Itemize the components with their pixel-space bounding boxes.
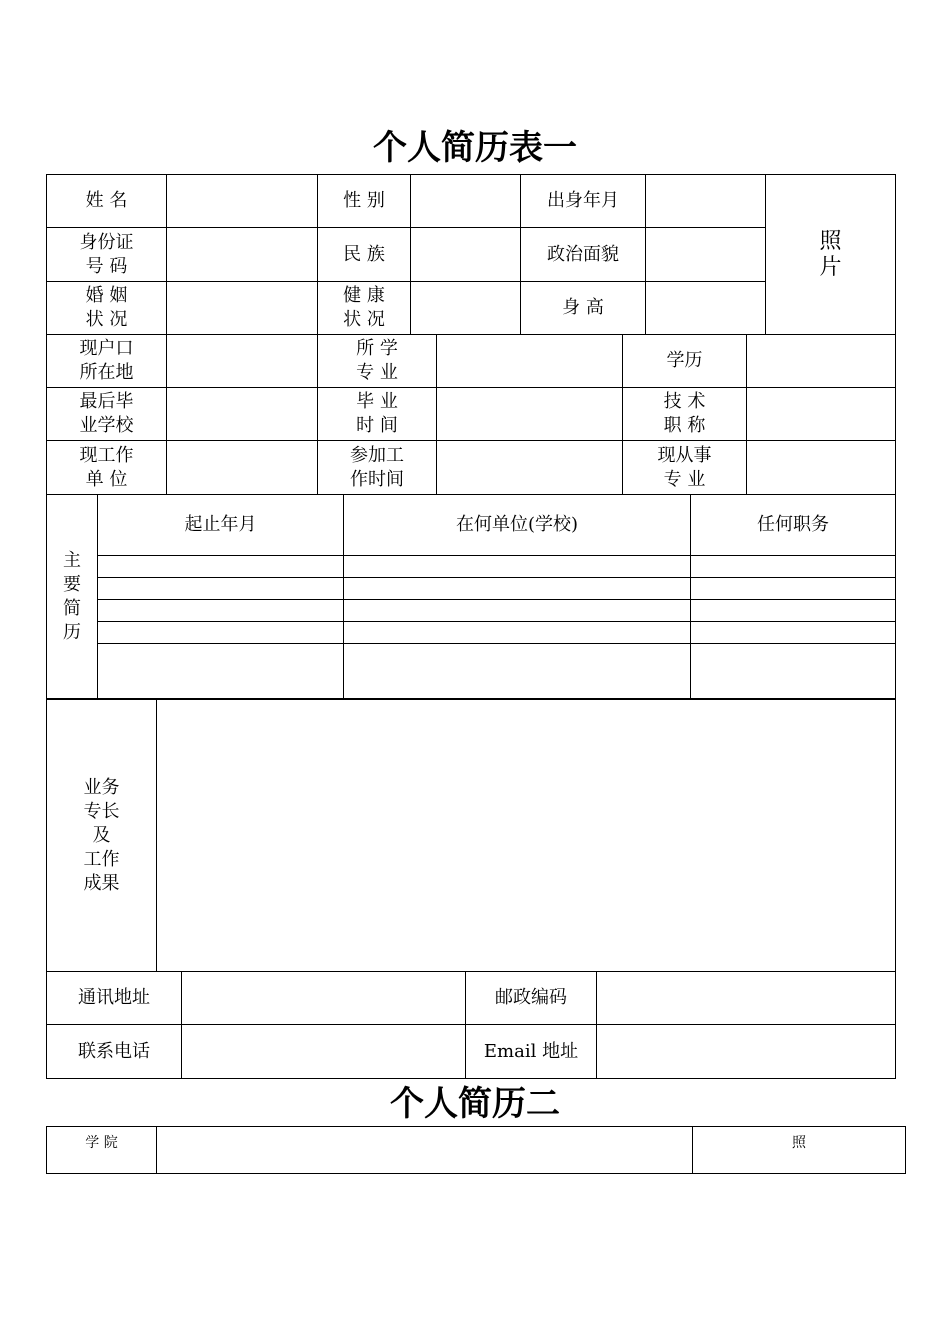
grad-time-label: 毕 业 时 间: [318, 388, 437, 441]
id-label: 身份证 号 码: [47, 228, 167, 282]
phone-field[interactable]: [182, 1025, 466, 1079]
tech-title-label: 技 术 职 称: [623, 388, 747, 441]
current-major-field[interactable]: [747, 441, 896, 495]
resume-header-unit: 在何单位(学校): [344, 495, 691, 556]
resume-table: [46, 494, 896, 699]
resume-cell[interactable]: [98, 644, 344, 699]
resume-cell[interactable]: [98, 600, 344, 622]
education-label: 学历: [623, 335, 747, 388]
resume-header-period: 起止年月: [98, 495, 344, 556]
address-label: 通讯地址: [47, 972, 182, 1025]
grad-time-field[interactable]: [437, 388, 623, 441]
marital-label: 婚 姻 状 况: [47, 282, 167, 335]
form2-title: 个人简历二: [390, 1084, 560, 1124]
hukou-field[interactable]: [167, 335, 318, 388]
work-unit-label: 现工作 单 位: [47, 441, 167, 495]
photo-box[interactable]: 照 片: [766, 175, 896, 335]
work-start-field[interactable]: [437, 441, 623, 495]
resume-cell[interactable]: [344, 578, 691, 600]
work-start-label: 参加工 作时间: [318, 441, 437, 495]
resume-cell[interactable]: [98, 556, 344, 578]
school-field[interactable]: [167, 388, 318, 441]
gender-field[interactable]: [411, 175, 521, 228]
major-field[interactable]: [437, 335, 623, 388]
tech-title-field[interactable]: [747, 388, 896, 441]
contact-table: [46, 971, 896, 1079]
basic-info-table: [46, 174, 896, 335]
major-label: 所 学 专 业: [318, 335, 437, 388]
ethnicity-field[interactable]: [411, 228, 521, 282]
name-label: 姓 名: [47, 175, 167, 228]
health-field[interactable]: [411, 282, 521, 335]
gender-label: 性 别: [318, 175, 411, 228]
height-field[interactable]: [646, 282, 766, 335]
college-label: 学 院: [47, 1127, 157, 1174]
resume-cell[interactable]: [691, 622, 896, 644]
health-label: 健 康 状 况: [318, 282, 411, 335]
college-field[interactable]: [157, 1127, 693, 1174]
resume-cell[interactable]: [98, 622, 344, 644]
resume-cell[interactable]: [691, 556, 896, 578]
expertise-table: [46, 699, 896, 972]
email-field[interactable]: [597, 1025, 896, 1079]
ethnicity-label: 民 族: [318, 228, 411, 282]
education-field[interactable]: [747, 335, 896, 388]
form1-title: 个人简历表一: [373, 128, 577, 168]
resume-header-position: 任何职务: [691, 495, 896, 556]
table-row: [47, 556, 896, 578]
resume-cell[interactable]: [344, 622, 691, 644]
birth-field[interactable]: [646, 175, 766, 228]
table-row: [47, 600, 896, 622]
resume-cell[interactable]: [691, 600, 896, 622]
table-row: [47, 622, 896, 644]
political-label: 政治面貌: [521, 228, 646, 282]
birth-label: 出身年月: [521, 175, 646, 228]
postcode-label: 邮政编码: [466, 972, 597, 1025]
expertise-field[interactable]: [157, 700, 896, 972]
height-label: 身 高: [521, 282, 646, 335]
resume-cell[interactable]: [344, 644, 691, 699]
postcode-field[interactable]: [597, 972, 896, 1025]
form2-photo-box[interactable]: 照: [693, 1127, 906, 1174]
expertise-label: 业务 专长 及 工作 成果: [47, 700, 157, 972]
school-label: 最后毕 业学校: [47, 388, 167, 441]
name-field[interactable]: [167, 175, 318, 228]
resume-cell[interactable]: [691, 644, 896, 699]
resume-cell[interactable]: [344, 556, 691, 578]
table-row: [47, 644, 896, 699]
resume-cell[interactable]: [691, 578, 896, 600]
resume-cell[interactable]: [98, 578, 344, 600]
education-table: [46, 334, 896, 495]
resume-label: 主 要 简 历: [47, 495, 98, 699]
email-label: Email 地址: [466, 1025, 597, 1079]
political-field[interactable]: [646, 228, 766, 282]
work-unit-field[interactable]: [167, 441, 318, 495]
resume-cell[interactable]: [344, 600, 691, 622]
form2-table: [46, 1126, 906, 1174]
table-row: [47, 578, 896, 600]
phone-label: 联系电话: [47, 1025, 182, 1079]
id-field[interactable]: [167, 228, 318, 282]
hukou-label: 现户口 所在地: [47, 335, 167, 388]
address-field[interactable]: [182, 972, 466, 1025]
current-major-label: 现从事 专 业: [623, 441, 747, 495]
marital-field[interactable]: [167, 282, 318, 335]
